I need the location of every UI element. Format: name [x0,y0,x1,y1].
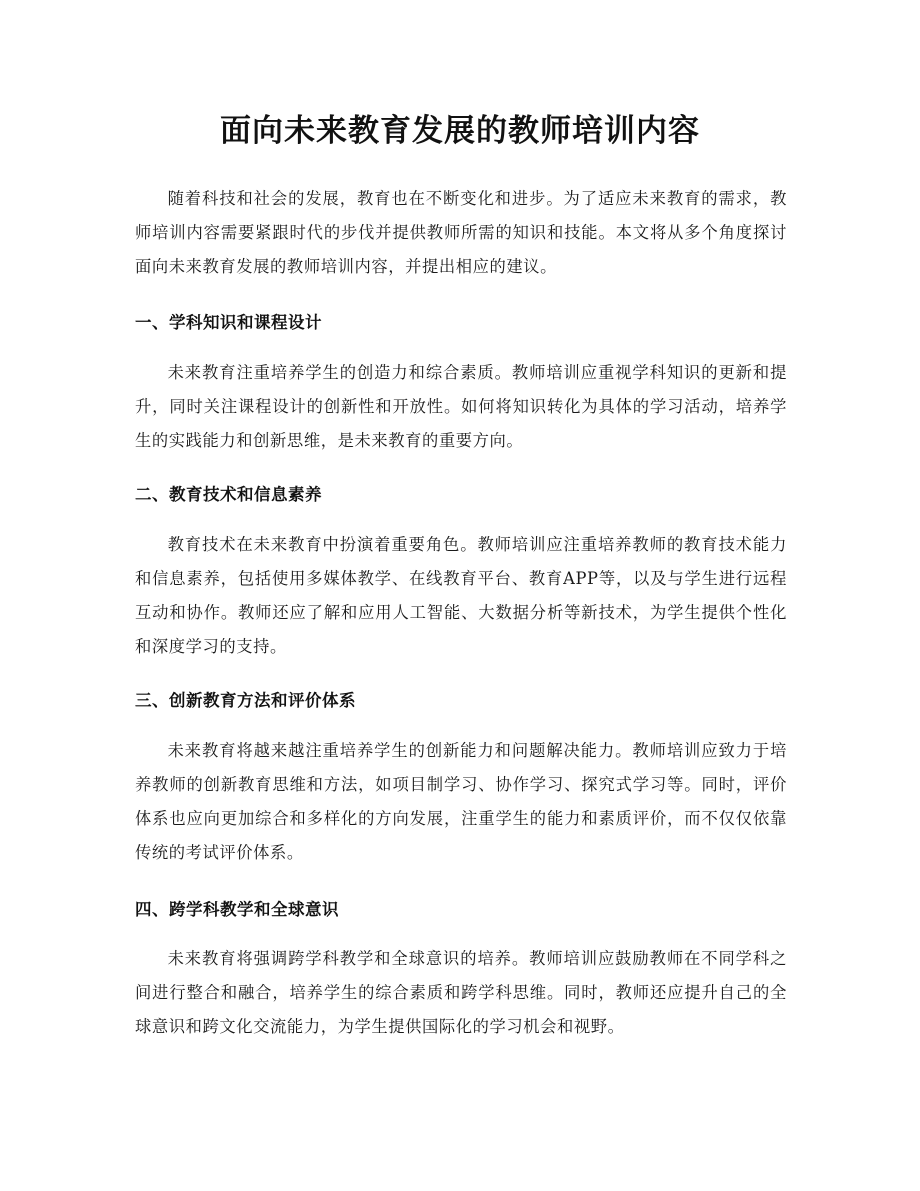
section-body-4: 未来教育将强调跨学科教学和全球意识的培养。教师培训应鼓励教师在不同学科之间进行整合和融合，培养学生的综合素质和跨学科思维。同时，教师还应提升自己的全球意识和跨文化交流能力，为学生提供国际化的学习机会和视野。 [135,949,787,1036]
section-body-3: 未来教育将越来越注重培养学生的创新能力和问题解决能力。教师培训应致力于培养教师的创新教育思维和方法，如项目制学习、协作学习、探究式学习等。同时，评价体系也应向更加综合和多样化的方向发展，注重学生的能力和素质评价，而不仅仅依靠传统的考试评价体系。 [135,741,787,862]
section-body-1: 未来教育注重培养学生的创造力和综合素质。教师培训应重视学科知识的更新和提升，同时关注课程设计的创新性和开放性。如何将知识转化为具体的学习活动，培养学生的实践能力和创新思维，是未来教育的重要方向。 [135,363,787,450]
section-heading-2: 二、教育技术和信息素养 [135,485,322,504]
intro-paragraph: 随着科技和社会的发展，教育也在不断变化和进步。为了适应未来教育的需求，教师培训内容需要紧跟时代的步伐并提供教师所需的知识和技能。本文将从多个角度探讨面向未来教育发展的教师培训内容，并提出相应的建议。 [135,189,787,276]
section-body-2: 教育技术在未来教育中扮演着重要角色。教师培训应注重培养教师的教育技术能力和信息素养，包括使用多媒体教学、在线教育平台、教育APP等，以及与学生进行远程互动和协作。教师还应了解和应用人工智能、大数据分析等新技术，为学生提供个性化和深度学习的支持。 [135,535,787,656]
section-heading-1: 一、学科知识和课程设计 [135,313,322,332]
section-heading-4: 四、跨学科教学和全球意识 [135,900,339,919]
section-heading-3: 三、创新教育方法和评价体系 [135,691,356,710]
document-title: 面向未来教育发展的教师培训内容 [220,113,700,149]
